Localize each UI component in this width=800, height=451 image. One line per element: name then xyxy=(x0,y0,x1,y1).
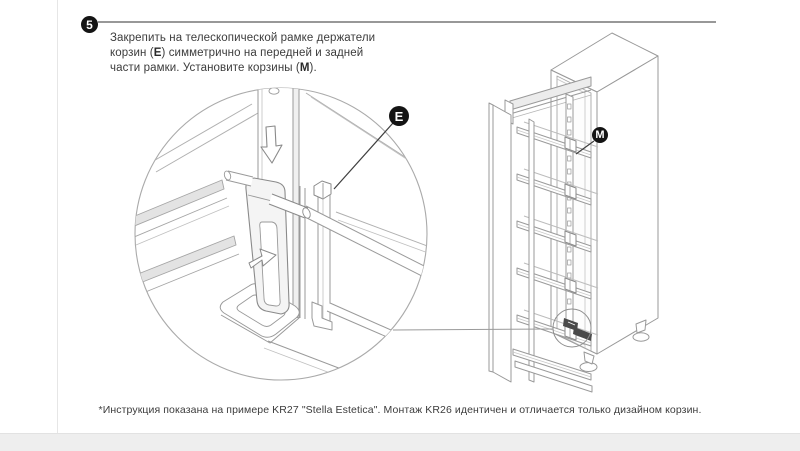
label-m-badge: M xyxy=(592,127,608,143)
cabinet-view xyxy=(489,33,658,392)
cabinet-right-face xyxy=(597,56,658,354)
step-number-badge: 5 xyxy=(81,16,98,33)
instruction-line-2: корзин (E) симметрично на передней и задней xyxy=(110,47,364,59)
instruction-line-1: Закрепить на телескопической рамке держатели xyxy=(110,32,376,44)
label-e-badge: E xyxy=(389,106,409,126)
footnote-text: *Инструкция показана на примере KR27 "Stella Estetica". Монтаж KR26 идентичен и отличается только дизайном корзин. xyxy=(98,404,702,416)
frame-back-post xyxy=(566,94,573,332)
frame-corner-post xyxy=(300,180,332,330)
detail-circle-view xyxy=(130,85,435,385)
telescopic-rail-bottom xyxy=(513,349,592,392)
instruction-line-3: части рамки. Установите корзины (M). xyxy=(110,62,317,74)
frame-front-post xyxy=(529,119,534,382)
instruction-text xyxy=(110,31,375,76)
cabinet-foot-front xyxy=(580,352,597,372)
cabinet-door xyxy=(489,103,511,382)
cabinet-opening xyxy=(557,76,591,351)
